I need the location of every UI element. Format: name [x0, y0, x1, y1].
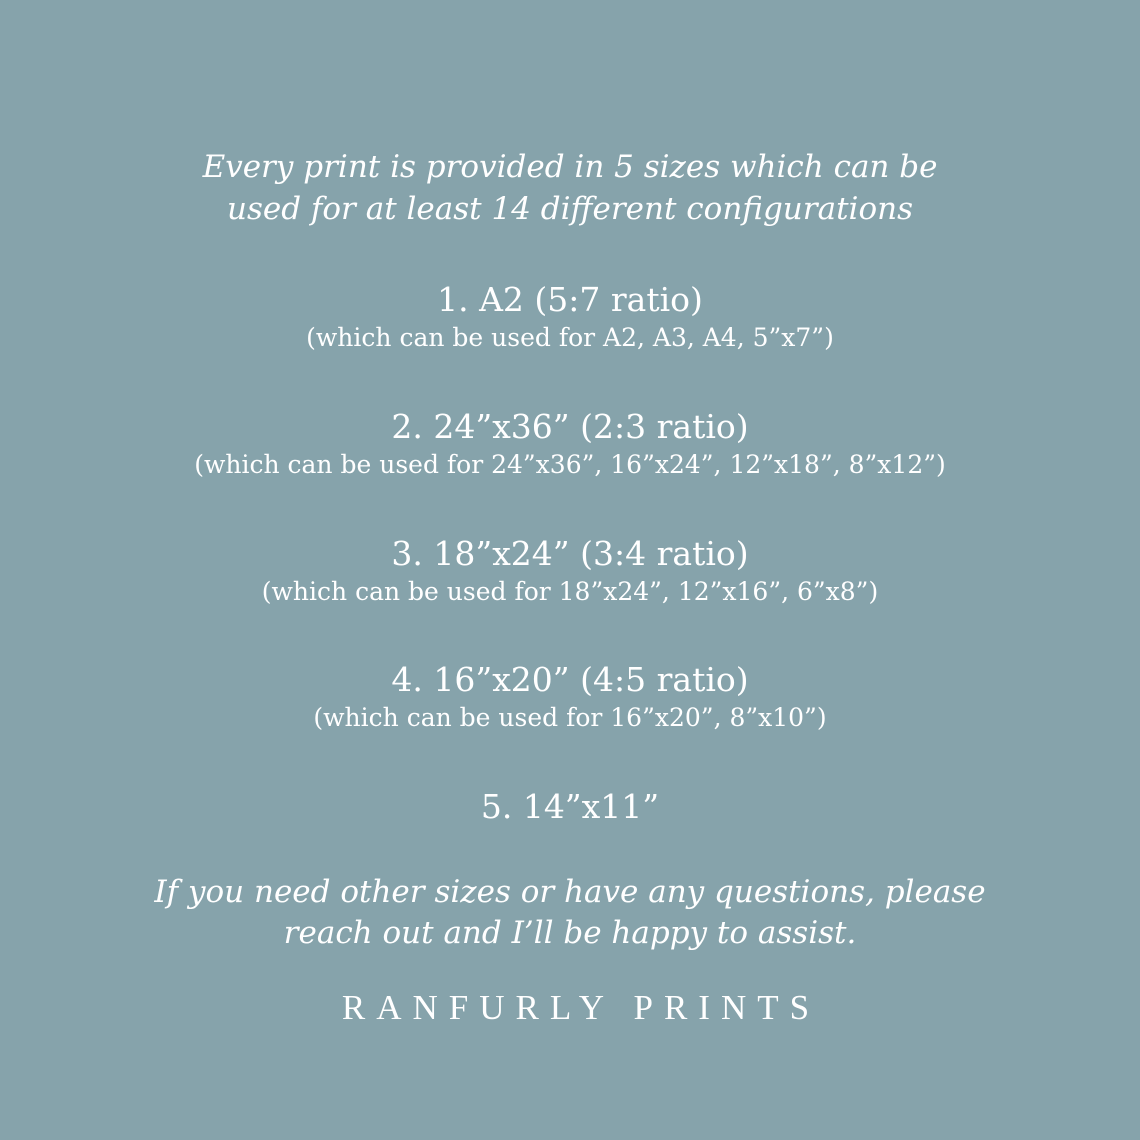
- size-5-label: 5. 14”x11”: [480, 787, 660, 826]
- size-3-detail: (which can be used for 18”x24”, 12”x16”, 6”x8”): [261, 577, 879, 606]
- size-1-label: 1. A2 (5:7 ratio): [437, 280, 703, 319]
- outro-line-1: If you need other sizes or have any questions, please: [154, 874, 986, 910]
- size-4-detail: (which can be used for 16”x20”, 8”x10”): [313, 703, 827, 732]
- size-2-label: 2. 24”x36” (2:3 ratio): [391, 407, 749, 446]
- size-1-detail: (which can be used for A2, A3, A4, 5”x7”): [306, 323, 834, 352]
- intro-line-2: used for at least 14 different configurations: [227, 191, 913, 227]
- intro-line-1: Every print is provided in 5 sizes which can be: [202, 149, 938, 185]
- size-2-detail: (which can be used for 24”x36”, 16”x24”, 12”x18”, 8”x12”): [194, 450, 946, 479]
- outro-line-2: reach out and I’ll be happy to assist.: [283, 915, 857, 951]
- brand-name: RANFURLY PRINTS: [341, 988, 821, 1027]
- size-3-label: 3. 18”x24” (3:4 ratio): [391, 534, 749, 573]
- size-4-label: 4. 16”x20” (4:5 ratio): [391, 660, 749, 699]
